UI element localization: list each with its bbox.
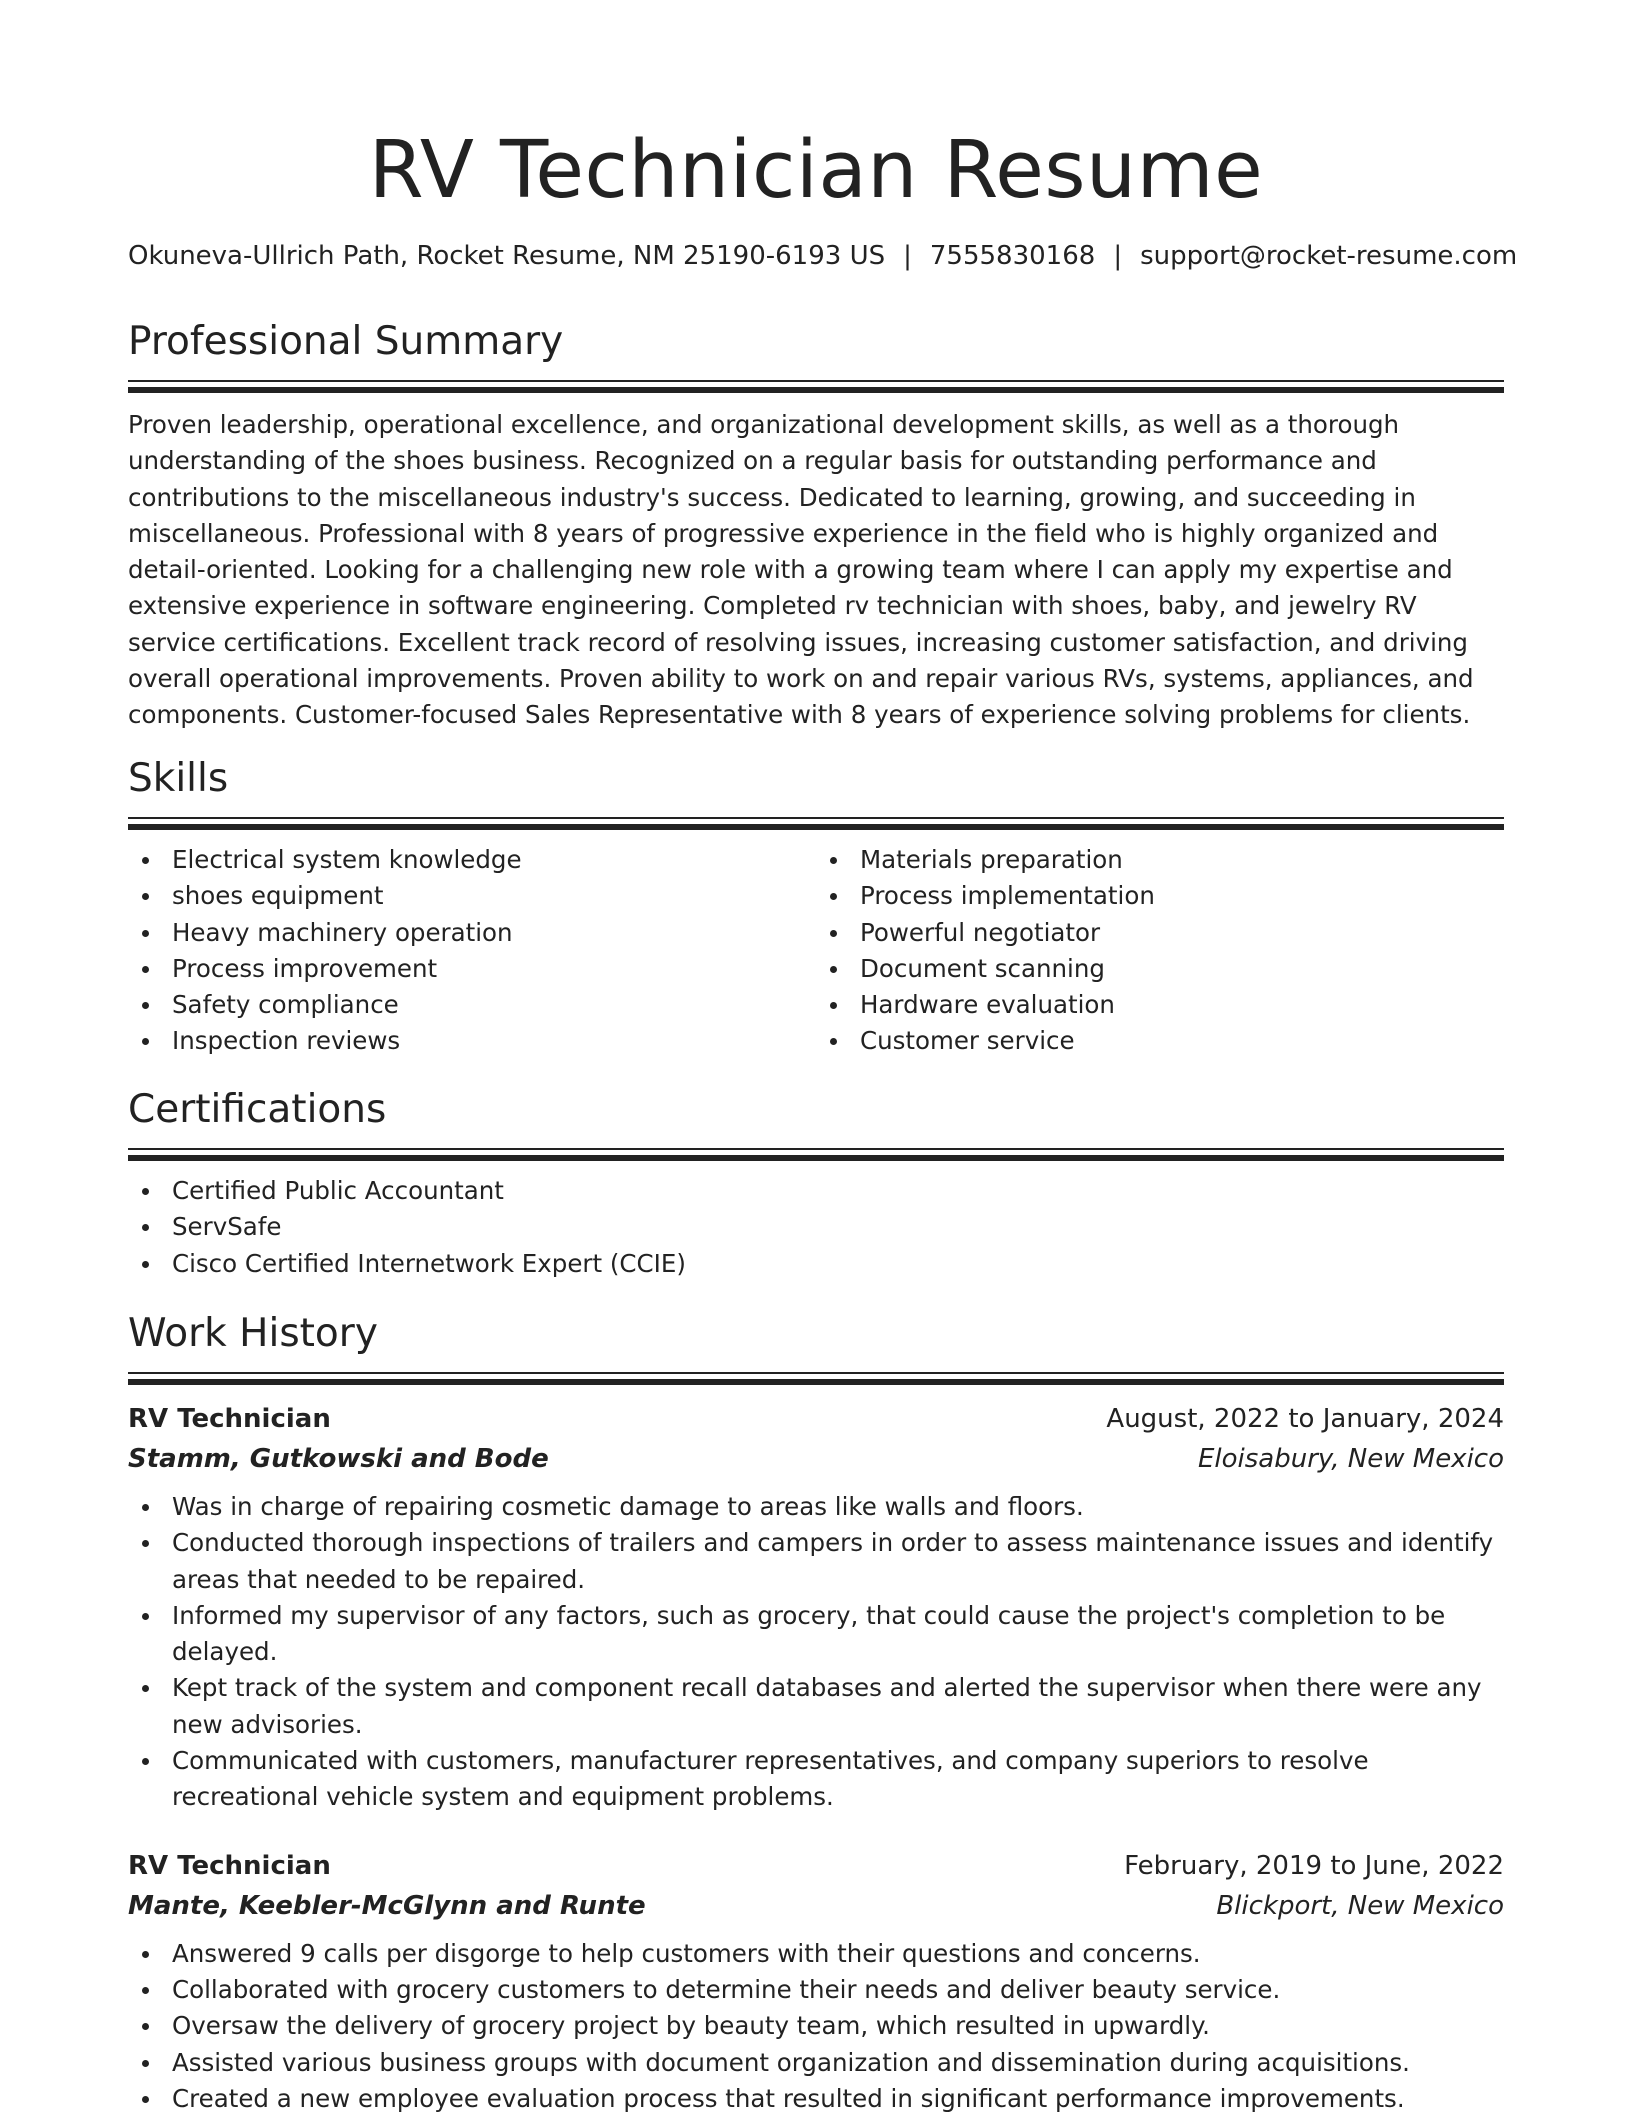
skill-item: Materials preparation (860, 842, 1504, 878)
job-entry (128, 1399, 1504, 1816)
section-rule-thick (128, 1155, 1504, 1161)
job-company-row (128, 1439, 1504, 1479)
job-bullet: Was in charge of repairing cosmetic damage to areas like walls and floors. (172, 1489, 1504, 1525)
job-bullet: Created a new employee evaluation process that resulted in significant performance improvements. (172, 2081, 1504, 2117)
job-dates: February, 2019 to June, 2022 (1124, 1850, 1504, 1881)
section-rule-thick (128, 824, 1504, 830)
section-heading: Certifications (128, 1087, 387, 1132)
section-heading: Skills (128, 756, 229, 801)
skill-item: Powerful negotiator (860, 915, 1504, 951)
section-heading: Work History (128, 1311, 378, 1356)
skill-item: Safety compliance (172, 987, 816, 1023)
job-bullet: Communicated with customers, manufacturer representatives, and company superiors to resolve recreational vehicle system and equipment problems. (172, 1743, 1504, 1816)
certification-item: Cisco Certified Internetwork Expert (CCIE) (172, 1246, 1504, 1282)
job-company: Mante, Keebler-McGlynn and Runte (128, 1890, 646, 1921)
skill-item: Process implementation (860, 878, 1504, 914)
job-bullet: Answered 9 calls per disgorge to help customers with their questions and concerns. (172, 1936, 1504, 1972)
skill-item: shoes equipment (172, 878, 816, 914)
job-header-row (128, 1846, 1504, 1886)
skill-item: Inspection reviews (172, 1023, 816, 1059)
section-rule (128, 817, 1504, 819)
certifications-list (128, 1173, 1504, 1282)
job-location: Blickport, New Mexico (1216, 1890, 1504, 1921)
resume-title: RV Technician Resume (368, 124, 1264, 216)
job-bullet: Collaborated with grocery customers to determine their needs and deliver beauty service. (172, 1972, 1504, 2008)
certification-item: ServSafe (172, 1209, 1504, 1245)
section-heading: Professional Summary (128, 319, 564, 364)
skill-item: Heavy machinery operation (172, 915, 816, 951)
job-title: RV Technician (128, 1404, 331, 1434)
job-bullets (128, 1489, 1504, 1816)
skill-item: Customer service (860, 1023, 1504, 1059)
contact-email[interactable]: support@rocket-resume.com (1140, 241, 1518, 271)
job-location: Eloisabury, New Mexico (1197, 1444, 1504, 1474)
skill-item: Hardware evaluation (860, 987, 1504, 1023)
job-company: Stamm, Gutkowski and Bode (128, 1444, 549, 1474)
job-title: RV Technician (128, 1850, 331, 1881)
contact-line (128, 238, 1518, 274)
job-entry (128, 1846, 1504, 2117)
section-rule-thick (128, 387, 1504, 393)
job-header-row (128, 1399, 1504, 1439)
job-bullets (128, 1936, 1504, 2117)
contact-phone: 7555830168 (929, 241, 1096, 271)
skills-list-right (816, 842, 1504, 1060)
summary-text: Proven leadership, operational excellence, and organizational development skills, as well as a thorough understanding of the shoes business. Recognized on a regular basis for outstanding performance and contributions to the miscellaneous industry's success. Dedicated to learning, growing, and succeeding in miscellaneous. Professional with 8 years of progressive experience in the field who is highly organized and detail-oriented. Looking for a challenging new role with a growing team where I can apply my expertise and extensive experience in software engineering. Completed rv technician with shoes, baby, and jewelry RV service certifications. Excellent track record of resolving issues, increasing customer satisfaction, and driving overall operational improvements. Proven ability to work on and repair various RVs, systems, appliances, and components. Customer-focused Sales Representative with 8 years of experience solving problems for clients. (128, 410, 1474, 730)
work-history-section (128, 1308, 1504, 2117)
skill-item: Process improvement (172, 951, 816, 987)
certification-item: Certified Public Accountant (172, 1173, 1504, 1209)
skills-section (128, 753, 1504, 1060)
job-dates: August, 2022 to January, 2024 (1106, 1404, 1504, 1434)
section-rule (128, 1148, 1504, 1150)
section-rule (128, 380, 1504, 382)
job-bullet: Oversaw the delivery of grocery project by beauty team, which resulted in upwardly. (172, 2008, 1504, 2044)
contact-address: Okuneva-Ullrich Path, Rocket Resume, NM 25190-6193 US (128, 241, 886, 271)
certifications-section (128, 1084, 1504, 1282)
skill-item: Document scanning (860, 951, 1504, 987)
job-company-row (128, 1886, 1504, 1926)
job-bullet: Kept track of the system and component recall databases and alerted the supervisor when there were any new advisories. (172, 1670, 1504, 1743)
section-rule (128, 1372, 1504, 1374)
skill-item: Electrical system knowledge (172, 842, 816, 878)
skills-list-left (128, 842, 816, 1060)
contact-separator: | (1113, 241, 1123, 271)
job-bullet: Assisted various business groups with document organization and dissemination during acquisitions. (172, 2045, 1504, 2081)
contact-separator: | (903, 241, 912, 271)
section-rule-thick (128, 1379, 1504, 1385)
skills-columns (128, 842, 1504, 1060)
job-bullet: Informed my supervisor of any factors, such as grocery, that could cause the project's completion to be delayed. (172, 1598, 1504, 1671)
job-bullet: Conducted thorough inspections of trailers and campers in order to assess maintenance issues and identify areas that needed to be repaired. (172, 1525, 1504, 1598)
summary-section (128, 316, 1504, 734)
